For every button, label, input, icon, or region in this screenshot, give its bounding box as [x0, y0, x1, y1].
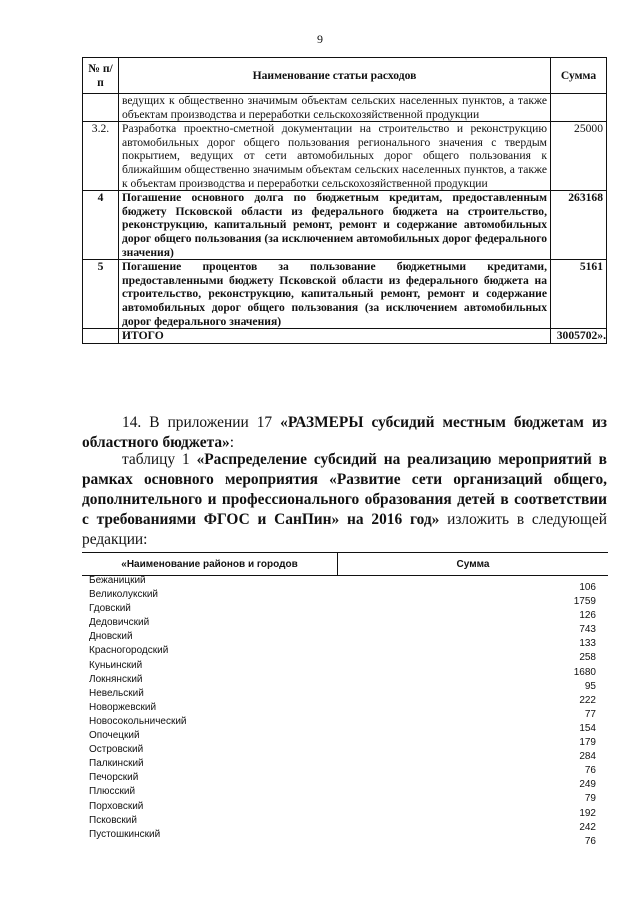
paragraph-table-bold: «Распределение субсидий на реализацию мероприятий в рамках основного мероприятия «Развитие сети организаций общего, дополнительного и профессионального образования детей в соответствии с требованиями ФГОС и СанПин» на 2016 год» [82, 451, 607, 528]
table-row [82, 617, 608, 636]
district-name: Куньинский [89, 659, 143, 671]
table-row [82, 814, 608, 833]
paragraph-14 [82, 413, 607, 453]
row-number: 3.2. [83, 122, 119, 191]
table-row [82, 673, 608, 692]
row-number: 4 [83, 191, 119, 260]
table-row [82, 659, 608, 678]
total-row [83, 329, 607, 344]
total-label: ИТОГО [119, 329, 551, 344]
district-name: Новоржевский [89, 701, 157, 713]
district-name: Дновский [89, 631, 133, 643]
district-sum: 76 [584, 765, 596, 777]
paragraph-table-1 [82, 450, 607, 550]
district-sum: 154 [579, 722, 596, 734]
expenses-table [82, 57, 607, 344]
district-name: Пустошкинский [89, 828, 161, 840]
district-name: Печорский [89, 772, 139, 784]
district-name: Палкинский [89, 758, 144, 770]
row-sum: 25000 [551, 122, 607, 191]
row-number: 5 [83, 260, 119, 329]
subsidies-rows [82, 575, 608, 847]
paragraph-14-prefix: 14. В приложении 17 [122, 414, 281, 431]
district-name: Бежаницкий [89, 575, 146, 586]
district-sum: 79 [584, 793, 596, 805]
table-row [82, 828, 608, 847]
district-sum: 106 [579, 582, 596, 593]
district-sum: 126 [579, 610, 596, 622]
header-sum: Сумма [551, 58, 607, 94]
table-row [83, 94, 607, 122]
row-number [83, 94, 119, 122]
district-sum: 249 [579, 779, 596, 791]
district-sum: 258 [579, 652, 596, 664]
table-row [82, 575, 608, 593]
district-sum: 222 [579, 694, 596, 706]
table-row [82, 800, 608, 819]
row-expense-name: ведущих к общественно значимым объектам сельских населенных пунктов, а также объектам производства и переработки сельскохозяйственной продукции [119, 94, 551, 122]
table-row [82, 645, 608, 664]
table-row [82, 687, 608, 706]
district-sum: 133 [579, 638, 596, 650]
row-sum [551, 94, 607, 122]
expenses-header-row [83, 58, 607, 94]
total-sum: 3005702». [551, 329, 607, 344]
paragraph-14-bold: «РАЗМЕРЫ субсидий местным бюджетам из областного бюджета» [82, 414, 607, 451]
subsidies-header-row [82, 552, 608, 576]
table-row [83, 260, 607, 329]
district-name: Порховский [89, 800, 144, 812]
district-sum: 76 [584, 835, 596, 847]
district-name: Дедовичский [89, 617, 150, 629]
district-name: Островский [89, 744, 144, 756]
table-row [82, 772, 608, 791]
table-row [82, 744, 608, 763]
district-name: Опочецкий [89, 730, 140, 742]
page-number: 9 [317, 32, 323, 46]
paragraph-14-suffix: : [229, 434, 235, 451]
district-sum: 77 [584, 708, 596, 720]
district-sum: 1759 [573, 596, 596, 608]
table-row [83, 191, 607, 260]
subsidies-header-sum: Сумма [456, 558, 490, 570]
table-row [82, 715, 608, 734]
row-expense-name: Погашение процентов за пользование бюджетными кредитами, предоставленными бюджету Псковской области из федерального бюджета на строительство, реконструкцию, капитальный ремонт, ремонт и содержание автомобильных дорог общего пользования (за исключением автомобильных дорог федерального значения) [119, 260, 551, 329]
row-expense-name: Разработка проектно-сметной документации на строительство и реконструкцию автомобильных дорог общего пользования регионального значения с твердым покрытием, ведущих от сети автомобильных дорог общего пользования к ближайшим общественно значимым объектам сельских населенных пунктов, а также к объектам производства и переработки сельскохозяйственной продукции [119, 122, 551, 191]
district-name: Псковский [89, 814, 137, 826]
district-name: Плюсский [89, 786, 136, 798]
row-sum: 5161 [551, 260, 607, 329]
table-row [82, 786, 608, 805]
district-sum: 743 [579, 624, 596, 636]
district-name: Великолукский [89, 589, 159, 601]
table-row [82, 758, 608, 777]
table-row [82, 730, 608, 749]
district-sum: 95 [584, 680, 596, 692]
header-expense-name: Наименование статьи расходов [119, 58, 551, 94]
district-name: Гдовский [89, 603, 131, 615]
subsidies-table [82, 552, 608, 847]
district-name: Невельский [89, 687, 144, 699]
district-name: Красногородский [89, 645, 169, 657]
district-name: Новосокольнический [89, 715, 187, 727]
table-row [82, 589, 608, 608]
table-row [82, 603, 608, 622]
paragraph-table-suffix: изложить в следующей редакции: [82, 511, 607, 548]
row-sum: 263168 [551, 191, 607, 260]
paragraph-table-prefix: таблицу 1 [122, 451, 197, 468]
table-row [83, 122, 607, 191]
row-expense-name: Погашение основного долга по бюджетным кредитам, предоставленным бюджету Псковской области из федерального бюджета на строительство, реконструкцию, капитальный ремонт, ремонт и содержание автомобильных дорог общего пользования (за исключением автомобильных дорог федерального значения) [119, 191, 551, 260]
district-sum: 242 [579, 821, 596, 833]
district-sum: 179 [579, 737, 596, 749]
subsidies-header-name: «Наименование районов и городов [82, 553, 338, 575]
header-number: № п/п [83, 58, 119, 94]
district-sum: 1680 [573, 666, 596, 678]
district-name: Локнянский [89, 673, 143, 685]
total-number-cell [83, 329, 119, 344]
district-sum: 284 [579, 751, 596, 763]
district-sum: 192 [579, 807, 596, 819]
